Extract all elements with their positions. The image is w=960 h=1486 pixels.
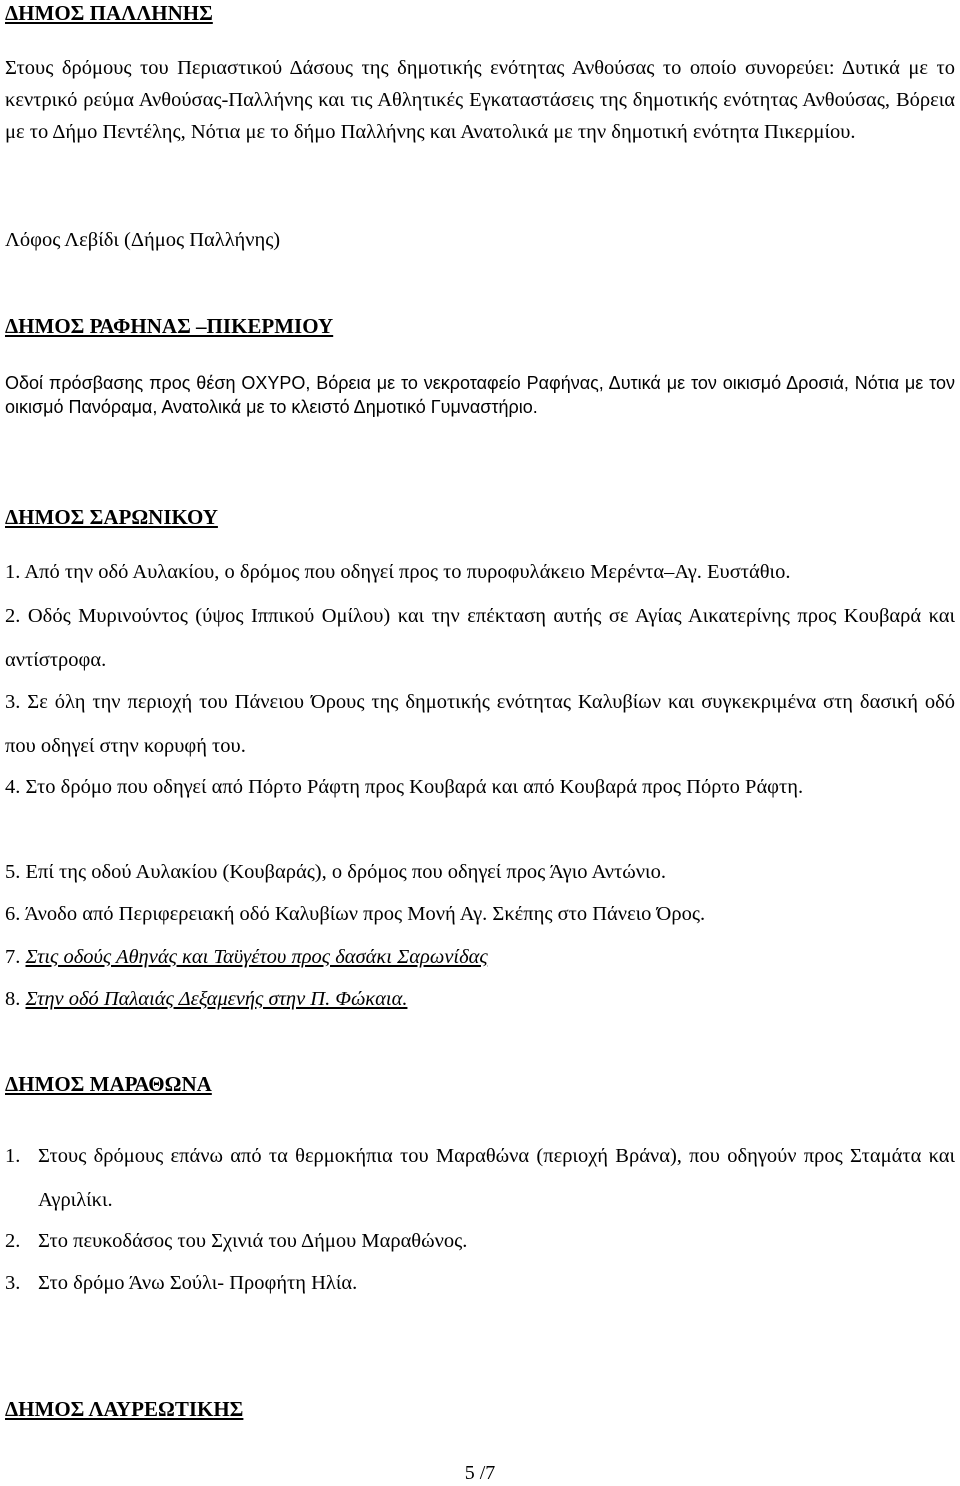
line-lofos-levidi: Λόφος Λεβίδι (Δήμος Παλλήνης) <box>5 229 281 251</box>
paragraph-rafina: Οδοί πρόσβασης προς θέση ΟΧΥΡΟ, Βόρεια με το νεκροταφείο Ραφήνας, Δυτικά με τον οικισμό Δροσιά, Νότια με τον οικισμό Πανόραμα, Ανατολικά με το κλειστό Δημοτικό Γυμναστήριο. <box>5 373 955 417</box>
item-number: 4. <box>5 776 21 798</box>
item-text: Οδός Μυρινούντος (ύψος Ιππικού Ομίλου) και την επέκταση αυτής σε Αγίας Αικατερίνης προς Κουβαρά και αντίστροφα. <box>5 605 956 671</box>
item-number: 2. <box>5 1230 21 1252</box>
list-item-saronikos-1 <box>5 550 955 594</box>
list-item-saronikos-7 <box>5 935 955 979</box>
list-item-marathonas-2 <box>5 1219 955 1263</box>
list-item-saronikos-4 <box>5 765 955 809</box>
item-text: Επί της οδού Αυλακίου (Κουβαράς), ο δρόμος που οδηγεί προς Άγιο Αντώνιο. <box>25 861 666 883</box>
list-item-marathonas-1 <box>5 1134 955 1211</box>
item-number: 1. <box>5 561 21 583</box>
item-text: Στο πευκοδάσος του Σχινιά του Δήμου Μαραθώνος. <box>38 1230 468 1252</box>
paragraph-pallini: Στους δρόμους του Περιαστικού Δάσους της δημοτικής ενότητας Ανθούσας το οποίο συνορεύει: Δυτικά με το κεντρικό ρεύμα Ανθούσας-Παλλήνης και τις Αθλητικές Εγκαταστάσεις της δημοτικής ενότητας Ανθούσας, Βόρεια με το Δήμο Πεντέλης, Νότια με το δήμο Παλλήνης και Ανατολικά με την δημοτική ενότητα Πικερμίου. <box>5 57 955 143</box>
item-number: 3. <box>5 691 21 713</box>
item-number: 3. <box>5 1272 21 1294</box>
section-heading-rafina: ΔΗΜΟΣ ΡΑΦΗΝΑΣ –ΠΙΚΕΡΜΙΟΥ <box>5 314 334 338</box>
item-text: Σε όλη την περιοχή του Πάνειου Όρους της δημοτικής ενότητας Καλυβίων και συγκεκριμένα στη δασική οδό που οδηγεί στην κορυφή του. <box>5 691 955 757</box>
list-item-marathonas-3 <box>5 1261 955 1305</box>
item-text: Άνοδο από Περιφερειακή οδό Καλυβίων προς Μονή Αγ. Σκέπης στο Πάνειο Όρος. <box>24 903 706 925</box>
item-text: Από την οδό Αυλακίου, ο δρόμος που οδηγεί προς το πυροφυλάκειο Μερέντα–Αγ. Ευστάθιο. <box>24 561 791 583</box>
item-text: Στο δρόμο που οδηγεί από Πόρτο Ράφτη προς Κουβαρά και από Κουβαρά προς Πόρτο Ράφτη. <box>25 776 804 798</box>
item-number: 8. <box>5 988 21 1010</box>
item-text: Στο δρόμο Άνω Σούλι- Προφήτη Ηλία. <box>38 1272 358 1294</box>
item-number: 6. <box>5 903 21 925</box>
list-item-saronikos-8 <box>5 977 955 1021</box>
item-number: 7. <box>5 946 21 968</box>
page-number: 5 /7 <box>464 1462 496 1484</box>
list-item-saronikos-6 <box>5 892 955 936</box>
section-heading-saronikos: ΔΗΜΟΣ ΣΑΡΩΝΙΚΟΥ <box>5 505 218 529</box>
list-item-saronikos-5 <box>5 850 955 894</box>
section-heading-marathonas: ΔΗΜΟΣ ΜΑΡΑΘΩΝΑ <box>5 1072 212 1096</box>
item-number: 1. <box>5 1145 21 1167</box>
item-number: 5. <box>5 861 21 883</box>
section-heading-lavreotiki: ΔΗΜΟΣ ΛΑΥΡΕΩΤΙΚΗΣ <box>5 1397 244 1421</box>
item-text: Στις οδούς Αθηνάς και Ταϋγέτου προς δασάκι Σαρωνίδας <box>25 946 488 968</box>
item-text: Στους δρόμους επάνω από τα θερμοκήπια του Μαραθώνα (περιοχή Βράνα), που οδηγούν προς Σταμάτα και Αγριλίκι. <box>38 1145 955 1211</box>
item-text: Στην οδό Παλαιάς Δεξαμενής στην Π. Φώκαια. <box>25 988 408 1010</box>
list-item-saronikos-3 <box>5 680 955 768</box>
list-item-saronikos-2 <box>5 594 955 682</box>
item-number: 2. <box>5 605 21 627</box>
section-heading-pallini: ΔΗΜΟΣ ΠΑΛΛΗΝΗΣ <box>5 1 213 25</box>
